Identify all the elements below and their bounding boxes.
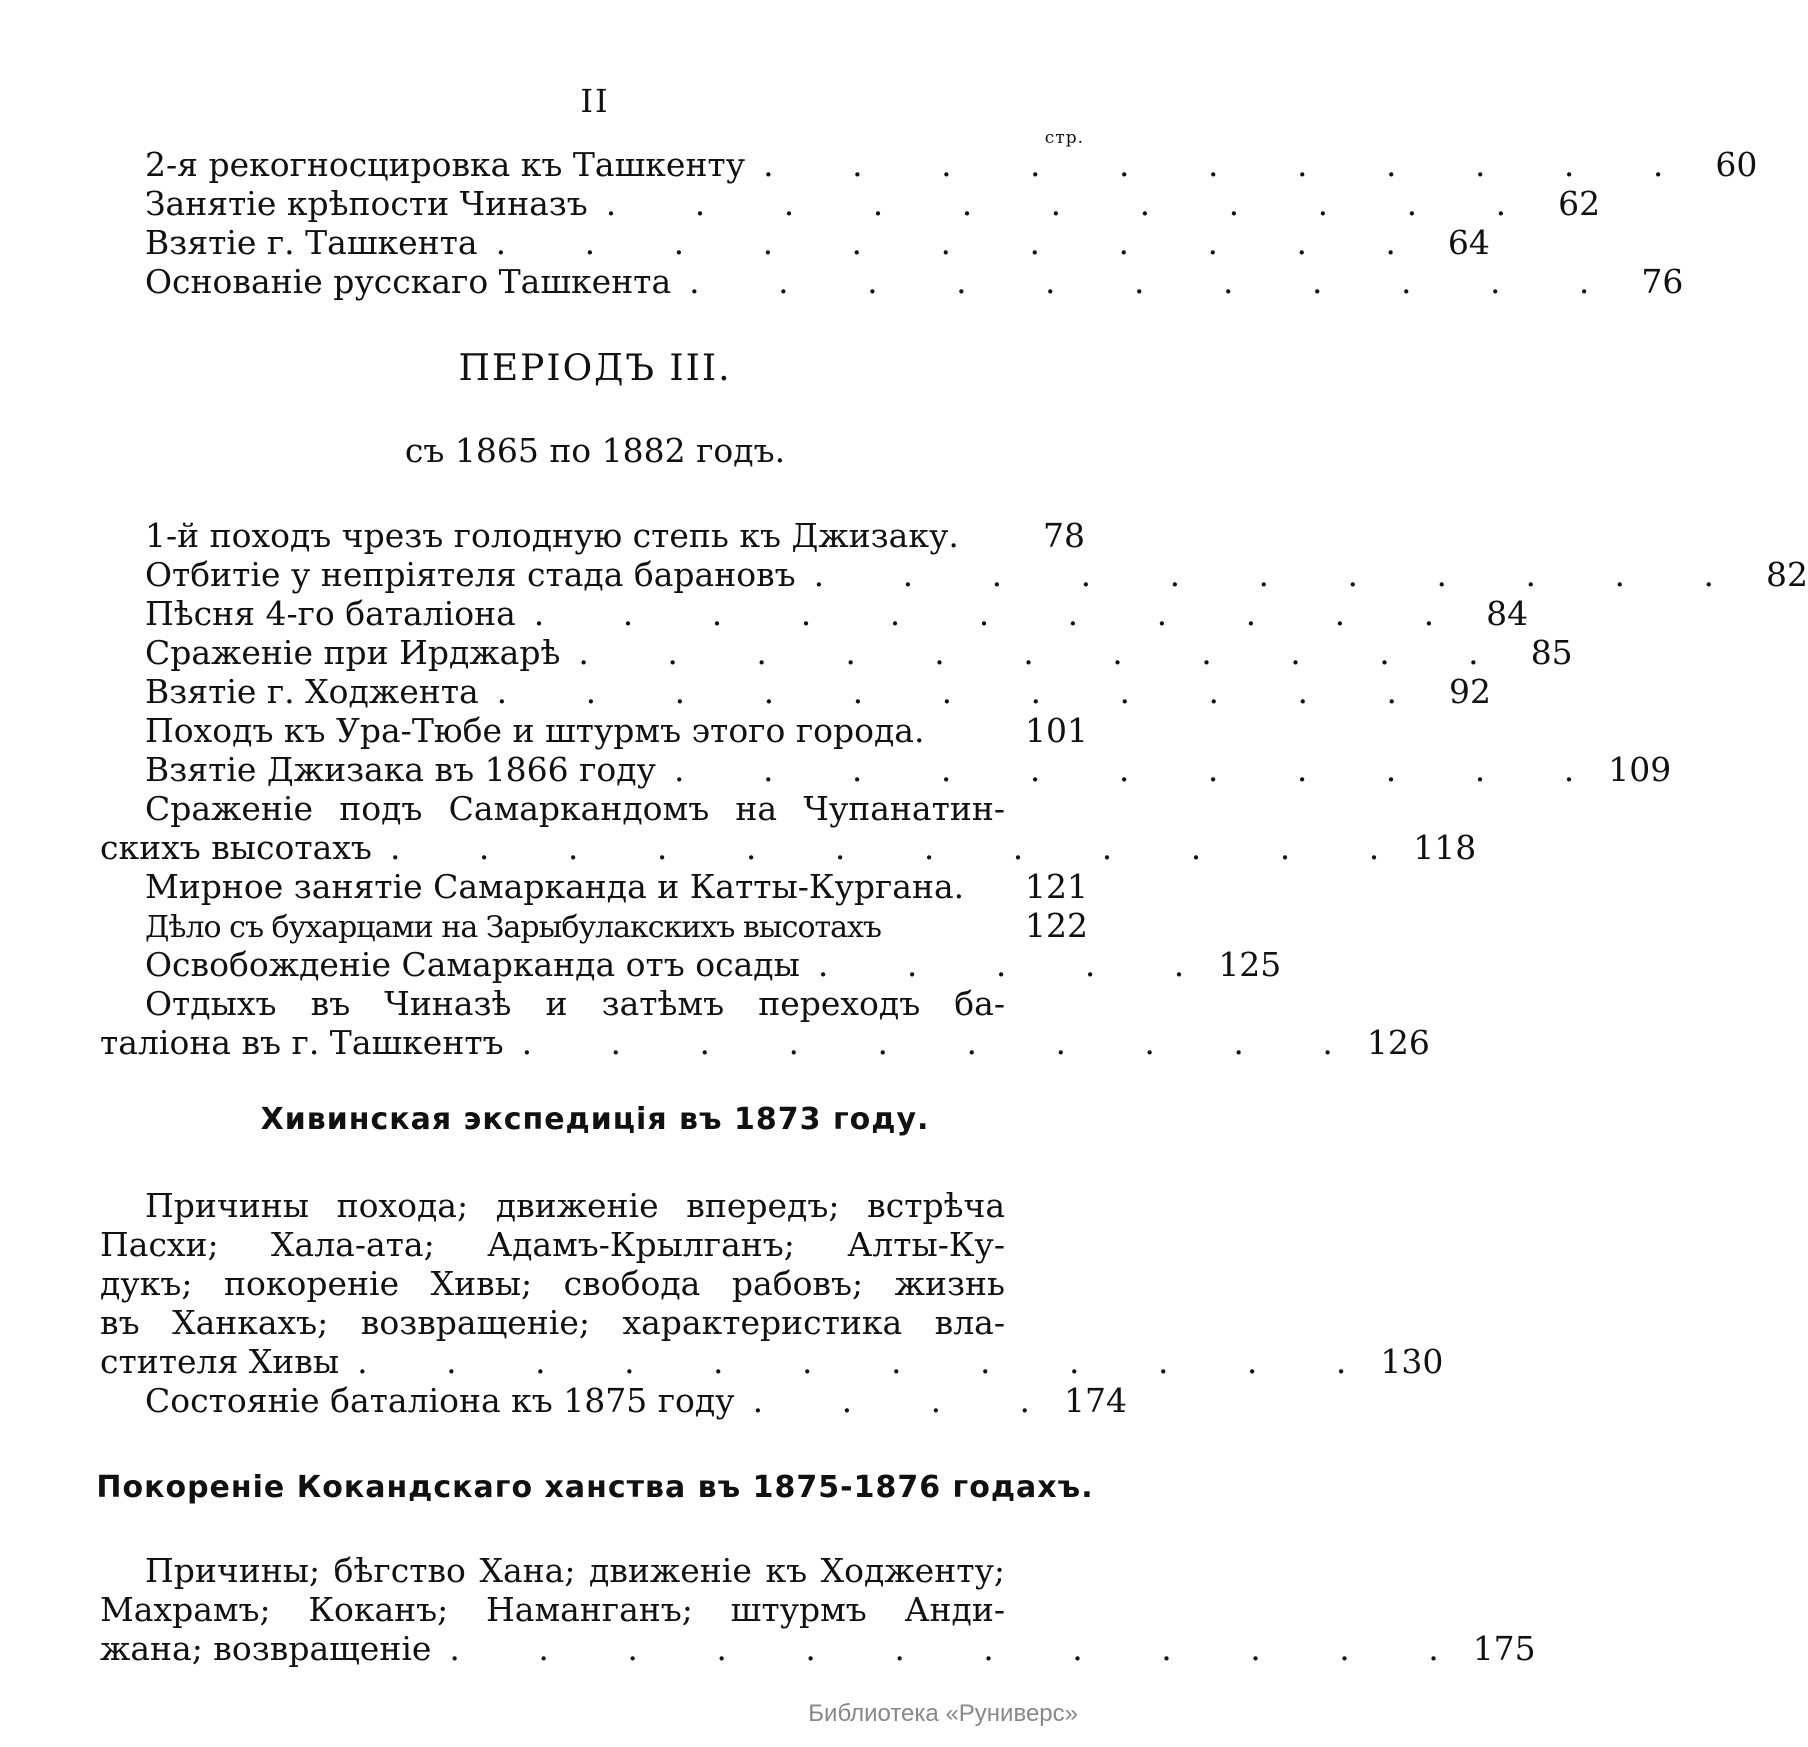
toc-entry xyxy=(145,633,1573,672)
toc-entry-page: 175 xyxy=(1472,1629,1536,1668)
toc-period3-block xyxy=(100,516,1808,1062)
paragraph-line: Пасхи; Хала-ата; Адамъ-Крылганъ; Алты-Ку- xyxy=(100,1225,1005,1264)
leader-dots: . . . . . . . . . . . xyxy=(533,594,1469,633)
toc-entry xyxy=(145,145,1758,184)
toc-entry xyxy=(145,750,1672,789)
toc-entry-page: 121 xyxy=(1025,867,1088,906)
toc-entry xyxy=(100,1629,1536,1668)
toc-entry xyxy=(145,555,1808,594)
toc-entry-page: 118 xyxy=(1413,828,1477,867)
toc-entry-page: 101 xyxy=(1025,711,1088,750)
toc-entry-page: 82 xyxy=(1765,555,1808,594)
toc-entry-title-cont: таліона въ г. Ташкентъ xyxy=(100,1023,504,1062)
toc-entry-continuation xyxy=(100,1023,1430,1062)
toc-entry-title: Взятіе г. Ташкента xyxy=(145,223,478,262)
toc-entry xyxy=(145,672,1491,711)
khiva-heading: Хивинская экспедиція въ 1873 году. xyxy=(260,1102,930,1137)
toc-entry-title: Занятіе крѣпости Чиназъ xyxy=(145,184,588,223)
period-heading: ПЕРІОДЪ III. xyxy=(458,348,732,389)
toc-entry-page: 78 xyxy=(1043,516,1085,555)
kokand-heading: Покореніе Кокандскаго ханства въ 1875-1876 годахъ. xyxy=(96,1470,1094,1505)
leader-dots: . . . . . . . . . . xyxy=(521,1023,1367,1062)
toc-entry-page: 174 xyxy=(1064,1381,1128,1420)
paragraph-line: въ Ханкахъ; возвращеніе; характеристика вла- xyxy=(100,1303,1005,1342)
toc-entry-page: 130 xyxy=(1380,1342,1444,1381)
toc-entry-page: 64 xyxy=(1447,223,1490,262)
library-watermark: Библиотека «Руниверс» xyxy=(808,1700,1078,1727)
toc-entry-title: Отдыхъ въ Чиназѣ и затѣмъ переходъ ба- xyxy=(145,984,1005,1023)
toc-entry-page: 76 xyxy=(1641,262,1684,301)
paragraph-line: Причины похода; движеніе впередъ; встрѣча xyxy=(145,1186,1005,1225)
toc-entry xyxy=(145,184,1601,223)
page-number: II xyxy=(580,82,610,120)
leader-dots: . . . . . . . . . . . xyxy=(813,555,1748,594)
toc-entry xyxy=(145,1381,1128,1420)
leader-dots: . . . . . . . . . . . xyxy=(673,750,1609,789)
toc-entry xyxy=(145,789,1085,828)
toc-entry-page: 125 xyxy=(1218,945,1282,984)
toc-entry-title: Основаніе русскаго Ташкента xyxy=(145,262,672,301)
toc-entry-title: Дѣло съ бухарцами на Зарыбулакскихъ высотахъ xyxy=(145,910,882,945)
toc-entry-title: стителя Хивы xyxy=(100,1342,340,1381)
toc-entry xyxy=(145,594,1529,633)
toc-entry-title: Взятіе г. Ходжента xyxy=(145,672,479,711)
leader-dots: . . . . . . . . . . . . xyxy=(389,828,1414,867)
leader-dots: . . . . . . . . . . . xyxy=(495,223,1430,262)
toc-entry-page: 126 xyxy=(1366,1023,1430,1062)
toc-entry-title: Отбитіе у непріятеля стада барановъ xyxy=(145,555,796,594)
leader-dots: . . . . . . . . . . . xyxy=(605,184,1541,223)
toc-entry xyxy=(145,867,1088,906)
leader-dots: . . . . . . . . . . . xyxy=(763,145,1698,184)
toc-entry xyxy=(145,223,1490,262)
toc-entry xyxy=(145,906,1088,945)
toc-entry xyxy=(145,984,1085,1023)
paragraph-line: Махрамъ; Коканъ; Наманганъ; штурмъ Анди- xyxy=(100,1590,1005,1629)
toc-entry-title: Сраженіе при Ирджарѣ xyxy=(145,633,561,672)
kokand-paragraph xyxy=(100,1551,1536,1668)
toc-entry-title: Пѣсня 4-го баталіона xyxy=(145,594,516,633)
toc-entry xyxy=(145,262,1684,301)
khiva-extra xyxy=(145,1381,1128,1420)
toc-entry-title: жана; возвращеніе xyxy=(100,1629,432,1668)
toc-entry-title: 1-й походъ чрезъ голодную степь къ Джизаку. xyxy=(145,516,959,555)
toc-entry-continuation xyxy=(100,828,1477,867)
toc-entry-title: Взятіе Джизака въ 1866 году xyxy=(145,750,656,789)
toc-entry xyxy=(145,516,1085,555)
toc-entry-title: Походъ къ Ура-Тюбе и штурмъ этого города. xyxy=(145,711,925,750)
khiva-paragraph xyxy=(100,1186,1444,1381)
leader-dots: . . . . . xyxy=(817,945,1219,984)
toc-entry-title: Освобожденіе Самарканда отъ осады xyxy=(145,945,800,984)
toc-entry-title-cont: скихъ высотахъ xyxy=(100,828,372,867)
toc-entry xyxy=(145,711,1088,750)
toc-entry-title: Состояніе баталіона къ 1875 году xyxy=(145,1381,735,1420)
leader-dots: . . . . . . . . . . . . xyxy=(449,1629,1473,1668)
leader-dots: . . . . . . . . . . . xyxy=(496,672,1431,711)
paragraph-line: дукъ; покореніе Хивы; свобода рабовъ; жизнь xyxy=(100,1264,1005,1303)
toc-entry-page: 109 xyxy=(1608,750,1672,789)
toc-entry-page: 60 xyxy=(1715,145,1758,184)
toc-entry-page: 62 xyxy=(1558,184,1601,223)
toc-entry-title: Сраженіе подъ Самаркандомъ на Чупанатин- xyxy=(145,789,1005,828)
toc-entry-title: 2-я рекогносцировка къ Ташкенту xyxy=(145,145,746,184)
leader-dots: . . . . . . . . . . . xyxy=(689,262,1624,301)
toc-entry-page: 122 xyxy=(1025,906,1088,945)
paragraph-line: Причины; бѣгство Хана; движеніе къ Ходженту; xyxy=(145,1551,1005,1590)
leader-dots: . . . . . . . . . . . xyxy=(578,633,1513,672)
page-column-label: стр. xyxy=(1044,128,1084,148)
toc-entry-title: Мирное занятіе Самарканда и Катты-Кургана. xyxy=(145,867,965,906)
period-years: съ 1865 по 1882 годъ. xyxy=(404,431,786,470)
toc-entry xyxy=(100,1342,1444,1381)
toc-entry-page: 85 xyxy=(1530,633,1573,672)
toc-entry xyxy=(145,945,1282,984)
toc-entry-page: 92 xyxy=(1448,672,1491,711)
leader-dots: . . . . . . . . . . . . xyxy=(357,1342,1381,1381)
toc-entry-page: 84 xyxy=(1486,594,1529,633)
toc-top-block xyxy=(145,145,1758,301)
leader-dots: . . . . xyxy=(752,1381,1065,1420)
